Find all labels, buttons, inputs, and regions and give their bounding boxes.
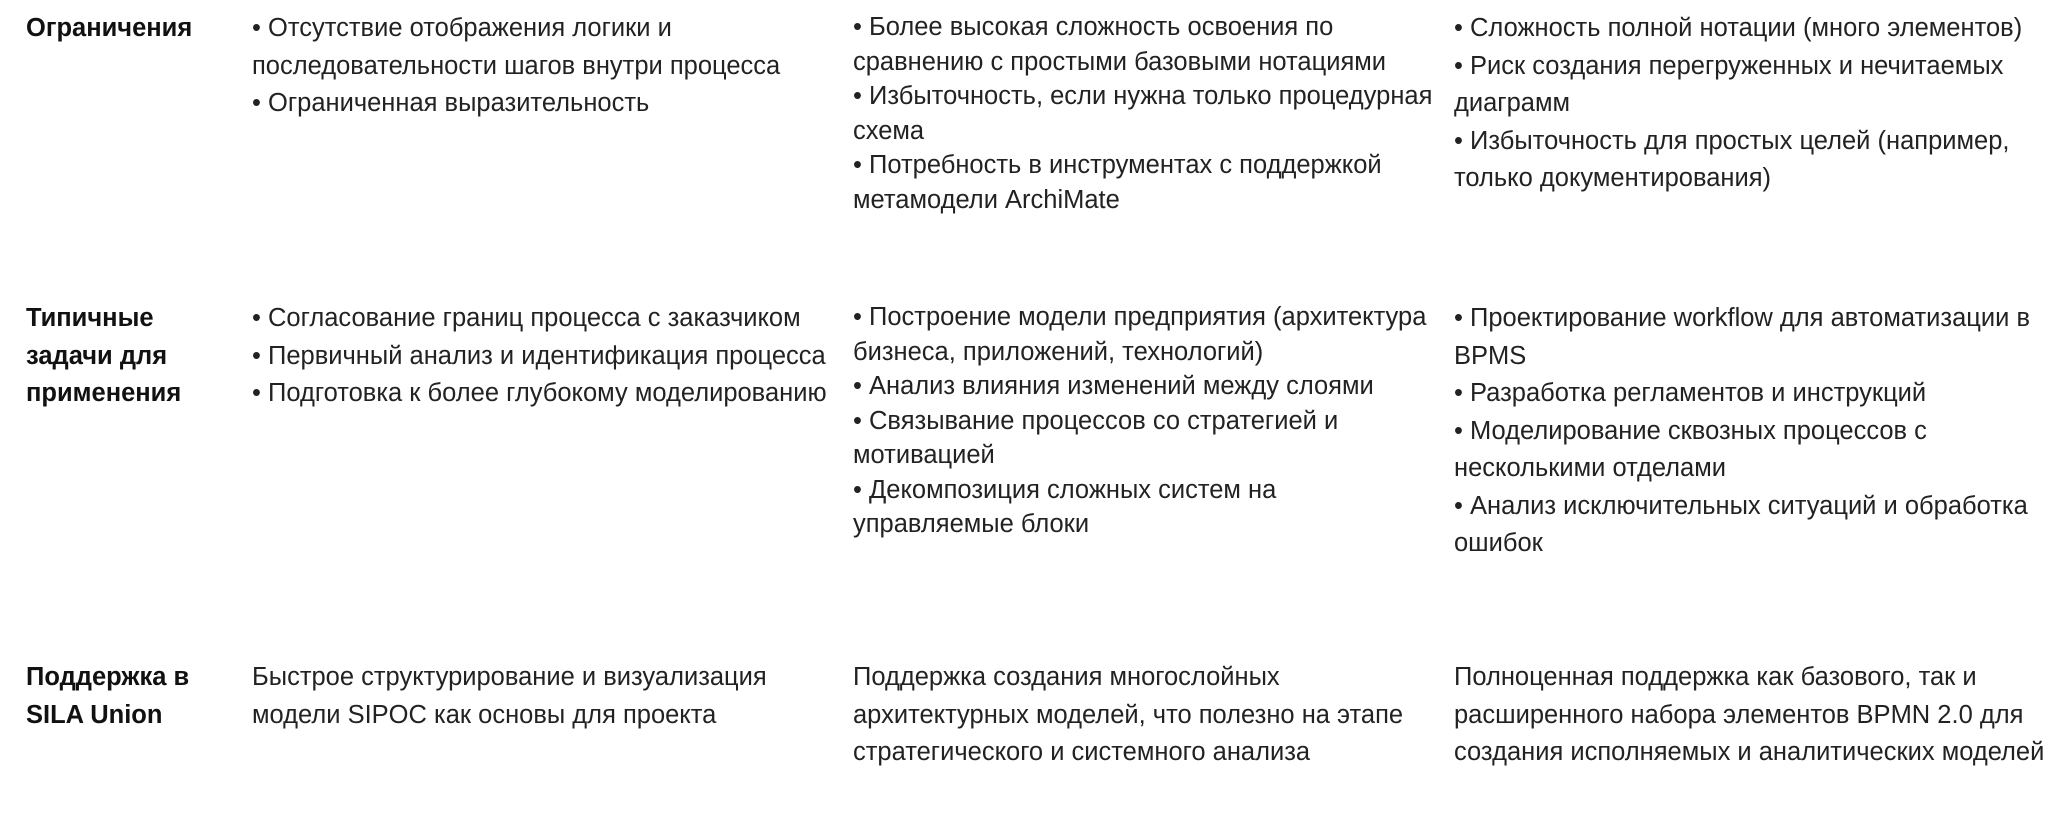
list-item: • Избыточность для простых целей (например, только документирования) xyxy=(1454,126,2010,192)
list-item: • Анализ влияния изменений между слоями xyxy=(853,372,1374,400)
list-item: • Потребность в инструментах с поддержкой метамодели ArchiMate xyxy=(853,151,1382,214)
list-item: • Подготовка к более глубокому моделированию xyxy=(252,379,827,407)
cell-text: Быстрое структурирование и визуализация модели SIPOC как основы для проекта xyxy=(252,663,767,729)
cell-text: Поддержка создания многослойных архитектурных моделей, что полезно на этапе стратегического и системного анализа xyxy=(853,663,1404,766)
cell-tasks-sipoc xyxy=(252,300,842,413)
list-item: • Анализ исключительных ситуаций и обработка ошибок xyxy=(1454,491,2028,557)
list-item: • Связывание процессов со стратегией и мотивацией xyxy=(853,406,1339,469)
list-item: • Построение модели предприятия (архитектура бизнеса, приложений, технологий) xyxy=(853,303,1427,366)
row-header-typical-tasks: Типичные задачи для применения xyxy=(26,304,182,407)
list-item: • Избыточность, если нужна только процедурная схема xyxy=(853,82,1433,145)
cell-support-sipoc xyxy=(252,659,842,734)
cell-support-archimate xyxy=(853,659,1443,772)
list-item: • Разработка регламентов и инструкций xyxy=(1454,379,1927,407)
list-item: • Отсутствие отображения логики и последовательности шагов внутри процесса xyxy=(252,14,781,80)
list-item: • Риск создания перегруженных и нечитаемых диаграмм xyxy=(1454,51,2004,117)
cell-tasks-bpmn xyxy=(1454,300,2054,563)
list-item: • Сложность полной нотации (много элементов) xyxy=(1454,14,2023,42)
row-header-sila-support: Поддержка в SILA Union xyxy=(26,663,190,729)
cell-support-bpmn xyxy=(1454,659,2054,772)
cell-limitations-sipoc xyxy=(252,10,842,123)
row-header-limitations: Ограничения xyxy=(26,14,193,42)
list-item: • Первичный анализ и идентификация процесса xyxy=(252,341,826,370)
list-item: • Согласование границ процесса с заказчиком xyxy=(252,304,801,332)
list-item: • Декомпозиция сложных систем на управляемые блоки xyxy=(853,475,1277,538)
cell-limitations-bpmn xyxy=(1454,10,2054,198)
cell-limitations-archimate xyxy=(853,10,1443,217)
cell-tasks-archimate xyxy=(853,300,1443,542)
list-item: • Более высокая сложность освоения по сравнению с простыми базовыми нотациями xyxy=(853,13,1387,76)
cell-text: Полноценная поддержка как базового, так и расширенного набора элементов BPMN 2.0 для создания исполняемых и аналитических моделей xyxy=(1454,663,2045,766)
list-item: • Проектирование workflow для автоматизации в BPMS xyxy=(1454,304,2030,370)
list-item: • Ограниченная выразительность xyxy=(252,89,650,117)
list-item: • Моделирование сквозных процессов с несколькими отделами xyxy=(1454,416,1927,482)
